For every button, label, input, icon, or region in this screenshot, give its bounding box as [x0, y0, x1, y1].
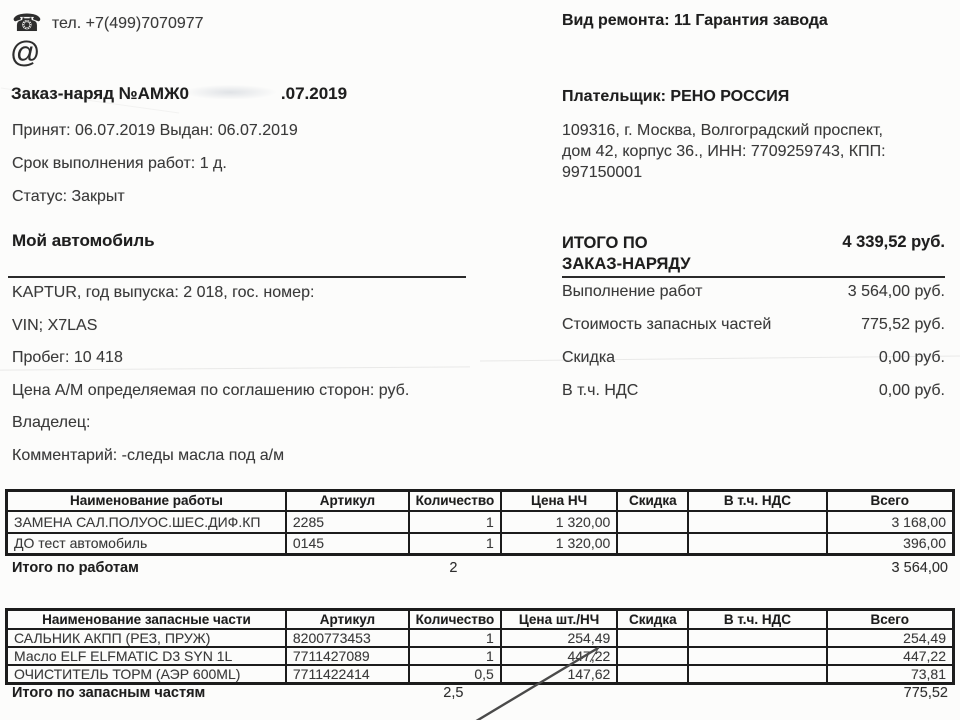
redacted-order-number: [189, 84, 281, 99]
col-header-vat: В т.ч. НДС: [688, 491, 826, 511]
work-qty: 1: [409, 511, 501, 533]
part-price: 147,62: [501, 665, 617, 684]
work-article: 2285: [286, 511, 409, 533]
phone-icon: ☎: [12, 10, 42, 37]
parts-table-header-row: [7, 610, 954, 630]
totals-divider: [562, 276, 945, 278]
vehicle-section-title: Мой автомобиль: [12, 231, 155, 250]
col-header-discount: Скидка: [617, 491, 688, 511]
works-table-row: [7, 511, 954, 533]
work-total: 396,00: [827, 533, 954, 555]
work-article: 0145: [286, 533, 409, 555]
col-header-total: Всего: [827, 491, 954, 511]
work-price: 1 320,00: [501, 511, 617, 533]
work-discount: [617, 533, 688, 555]
order-status: Статус: Закрыт: [12, 188, 125, 205]
payer-address-line3: 997150001: [562, 164, 643, 181]
col-header-article: Артикул: [286, 610, 409, 630]
vehicle-price-agreement: Цена А/М определяемая по соглашению сторон: руб.: [12, 382, 410, 399]
col-header-article: Артикул: [286, 491, 409, 511]
parts-table-row: [7, 629, 954, 647]
works-total-sum: 3 564,00: [891, 560, 948, 576]
part-vat: [688, 665, 826, 684]
works-table: [5, 489, 955, 556]
order-title-suffix: .07.2019: [280, 84, 348, 103]
col-header-total: Всего: [827, 610, 954, 630]
vehicle-model: KAPTUR, год выпуска: 2 018, гос. номер:: [12, 284, 315, 301]
payer-address-line2: дом 42, корпус 36., ИНН: 7709259743, КПП:: [562, 143, 886, 160]
part-discount: [617, 629, 688, 647]
work-price: 1 320,00: [501, 533, 617, 555]
vehicle-mileage: Пробег: 10 418: [12, 349, 123, 366]
grand-total-value: 4 339,52 руб.: [842, 233, 945, 251]
part-article: 8200773453: [286, 629, 409, 647]
works-total-label: Итого по работам: [12, 560, 139, 576]
part-total: 447,22: [827, 647, 954, 665]
part-vat: [688, 629, 826, 647]
part-price: 254,49: [501, 629, 617, 647]
vehicle-vin: VIN; X7LAS: [12, 317, 98, 334]
works-table-header-row: [7, 491, 954, 511]
email-at-icon: @: [10, 36, 41, 69]
part-article: 7711427089: [286, 647, 409, 665]
payer-address: [562, 120, 952, 183]
part-price: 447,22: [501, 647, 617, 665]
vehicle-comment: Комментарий: -следы масла под а/м: [12, 447, 285, 464]
works-table-row: [7, 533, 954, 555]
totals-row-label: Скидка: [562, 349, 616, 366]
totals-title-line2: ЗАКАЗ-НАРЯДУ: [562, 255, 691, 273]
part-vat: [688, 647, 826, 665]
part-qty: 1: [409, 647, 501, 665]
part-total: 254,49: [827, 629, 954, 647]
part-name: САЛЬНИК АКПП (РЕЗ, ПРУЖ): [7, 629, 286, 647]
payer-address-line1: 109316, г. Москва, Волгоградский проспект,: [562, 122, 883, 139]
order-dates: Принят: 06.07.2019 Выдан: 06.07.2019: [12, 122, 298, 139]
parts-total-label: Итого по запасным частям: [12, 685, 206, 701]
totals-row-value: 0,00 руб.: [878, 349, 945, 366]
part-qty: 0,5: [409, 665, 501, 684]
parts-total-sum: 775,52: [903, 685, 948, 701]
col-header-price: Цена НЧ: [501, 491, 617, 511]
col-header-qty: Количество: [409, 491, 501, 511]
part-name: ОЧИСТИТЕЛЬ ТОРМ (АЭР 600ML): [7, 665, 286, 684]
work-name: ЗАМЕНА САЛ.ПОЛУОС.ШЕС.ДИФ.КП: [7, 511, 286, 533]
col-header-vat: В т.ч. НДС: [688, 610, 826, 630]
totals-row-value: 3 564,00 руб.: [847, 283, 945, 300]
repair-type: Вид ремонта: 11 Гарантия завода: [562, 12, 828, 29]
payer-title: Плательщик: РЕНО РОССИЯ: [562, 88, 790, 105]
totals-row-label: Стоимость запасных частей: [562, 316, 772, 333]
part-article: 7711422414: [286, 665, 409, 684]
phone-number: тел. +7(499)7070977: [51, 15, 204, 32]
col-header-price: Цена шт./НЧ: [501, 610, 617, 630]
parts-total-qty: 2,5: [443, 685, 464, 701]
col-header-qty: Количество: [409, 610, 501, 630]
parts-table-row: [7, 647, 954, 665]
totals-title: [562, 233, 691, 275]
work-name: ДО тест автомобиль: [7, 533, 286, 555]
totals-title-line1: ИТОГО ПО: [562, 234, 648, 252]
part-qty: 1: [409, 629, 501, 647]
vehicle-owner: Владелец:: [12, 414, 91, 431]
works-total-qty: 2: [449, 560, 458, 576]
work-vat: [688, 511, 826, 533]
contact-block: [12, 12, 204, 36]
col-header-work-name: Наименование работы: [7, 491, 286, 511]
part-name: Масло ELF ELFMATIC D3 SYN 1L: [7, 647, 286, 665]
order-duration: Срок выполнения работ: 1 д.: [12, 155, 227, 172]
work-vat: [688, 533, 826, 555]
parts-table-row: [7, 665, 954, 684]
order-title: [11, 84, 347, 104]
paper-crease: [0, 366, 470, 370]
parts-table: [5, 608, 955, 685]
work-total: 3 168,00: [827, 511, 954, 533]
works-total-row: [5, 560, 955, 578]
work-qty: 1: [409, 533, 501, 555]
part-discount: [617, 665, 688, 684]
col-header-part-name: Наименование запасные части: [7, 610, 286, 630]
col-header-discount: Скидка: [617, 610, 688, 630]
part-discount: [617, 647, 688, 665]
totals-row-label: В т.ч. НДС: [562, 382, 639, 399]
totals-row-value: 775,52 руб.: [861, 316, 945, 333]
work-discount: [617, 511, 688, 533]
totals-row-value: 0,00 руб.: [878, 382, 945, 399]
parts-total-row: [5, 685, 955, 703]
totals-row-label: Выполнение работ: [562, 283, 703, 300]
order-title-prefix: Заказ-наряд №АМЖ0: [11, 84, 189, 103]
part-total: 73,81: [827, 665, 954, 684]
vehicle-divider: [8, 276, 466, 278]
